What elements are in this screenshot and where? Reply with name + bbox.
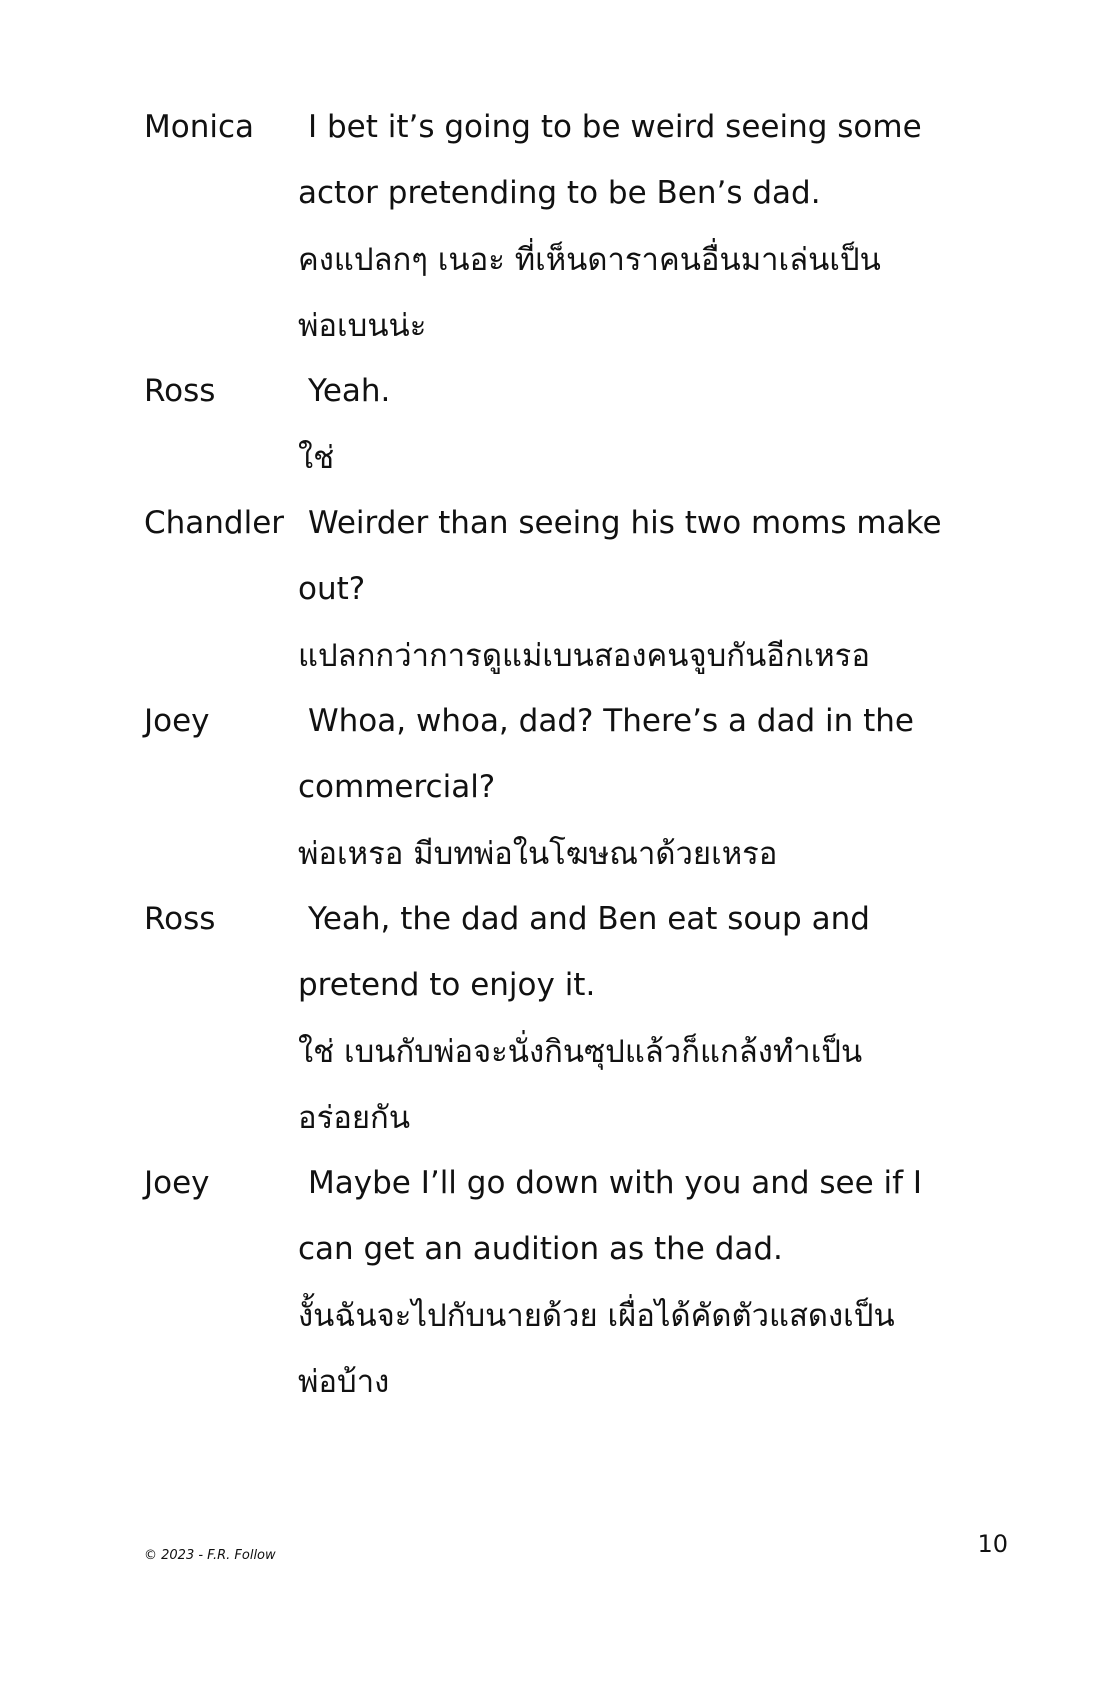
speaker-name: Ross [144, 901, 216, 937]
english-line: Yeah. [308, 373, 391, 409]
dialogue-line [144, 1282, 1024, 1348]
dialogue-line [144, 94, 1024, 160]
english-line: actor pretending to be Ben’s dad. [298, 175, 821, 211]
speaker-name: Joey [144, 703, 210, 739]
english-line: commercial? [298, 769, 496, 805]
english-line: pretend to enjoy it. [298, 967, 596, 1003]
thai-line: ใช่ เบนกับพ่อจะนั่งกินซุปแล้วก็แกล้งทำเป็น [298, 1034, 863, 1070]
thai-line: แปลกกว่าการดูแม่เบนสองคนจูบกันอีกเหรอ [298, 638, 870, 674]
thai-line: พ่อเหรอ มีบทพ่อในโฆษณาด้วยเหรอ [298, 836, 778, 872]
dialogue-line [144, 556, 1024, 622]
dialogue-line [144, 160, 1024, 226]
dialogue-script [144, 94, 1024, 1414]
dialogue-line [144, 1216, 1024, 1282]
page-number: 10 [977, 1530, 1008, 1558]
english-line: I bet it’s going to be weird seeing some [308, 109, 922, 145]
dialogue-line [144, 490, 1024, 556]
dialogue-line [144, 1018, 1024, 1084]
dialogue-line [144, 688, 1024, 754]
english-line: Weirder than seeing his two moms make [308, 505, 942, 541]
speaker-name: Joey [144, 1165, 210, 1201]
speaker-name: Ross [144, 373, 216, 409]
dialogue-line [144, 952, 1024, 1018]
speaker-name: Monica [144, 109, 255, 145]
dialogue-line [144, 226, 1024, 292]
speaker-name: Chandler [144, 505, 285, 541]
thai-line: คงแปลกๆ เนอะ ที่เห็นดาราคนอื่นมาเล่นเป็น [298, 242, 881, 278]
thai-line: พ่อเบนน่ะ [298, 308, 427, 344]
thai-line: พ่อบ้าง [298, 1364, 390, 1400]
dialogue-line [144, 292, 1024, 358]
thai-line: งั้นฉันจะไปกับนายด้วย เผื่อได้คัดตัวแสดงเป็น [298, 1298, 895, 1334]
dialogue-line [144, 1348, 1024, 1414]
thai-line: ใช่ [298, 440, 335, 476]
dialogue-line [144, 424, 1024, 490]
english-line: Whoa, whoa, dad? There’s a dad in the [308, 703, 914, 739]
thai-line: อร่อยกัน [298, 1100, 411, 1136]
english-line: Yeah, the dad and Ben eat soup and [308, 901, 870, 937]
dialogue-line [144, 886, 1024, 952]
dialogue-line [144, 754, 1024, 820]
dialogue-line [144, 820, 1024, 886]
english-line: can get an audition as the dad. [298, 1231, 783, 1267]
dialogue-line [144, 358, 1024, 424]
dialogue-line [144, 1084, 1024, 1150]
english-line: Maybe I’ll go down with you and see if I [308, 1165, 923, 1201]
dialogue-line [144, 622, 1024, 688]
english-line: out? [298, 571, 366, 607]
copyright-notice: © 2023 - F.R. Follow [144, 1548, 276, 1563]
dialogue-line [144, 1150, 1024, 1216]
